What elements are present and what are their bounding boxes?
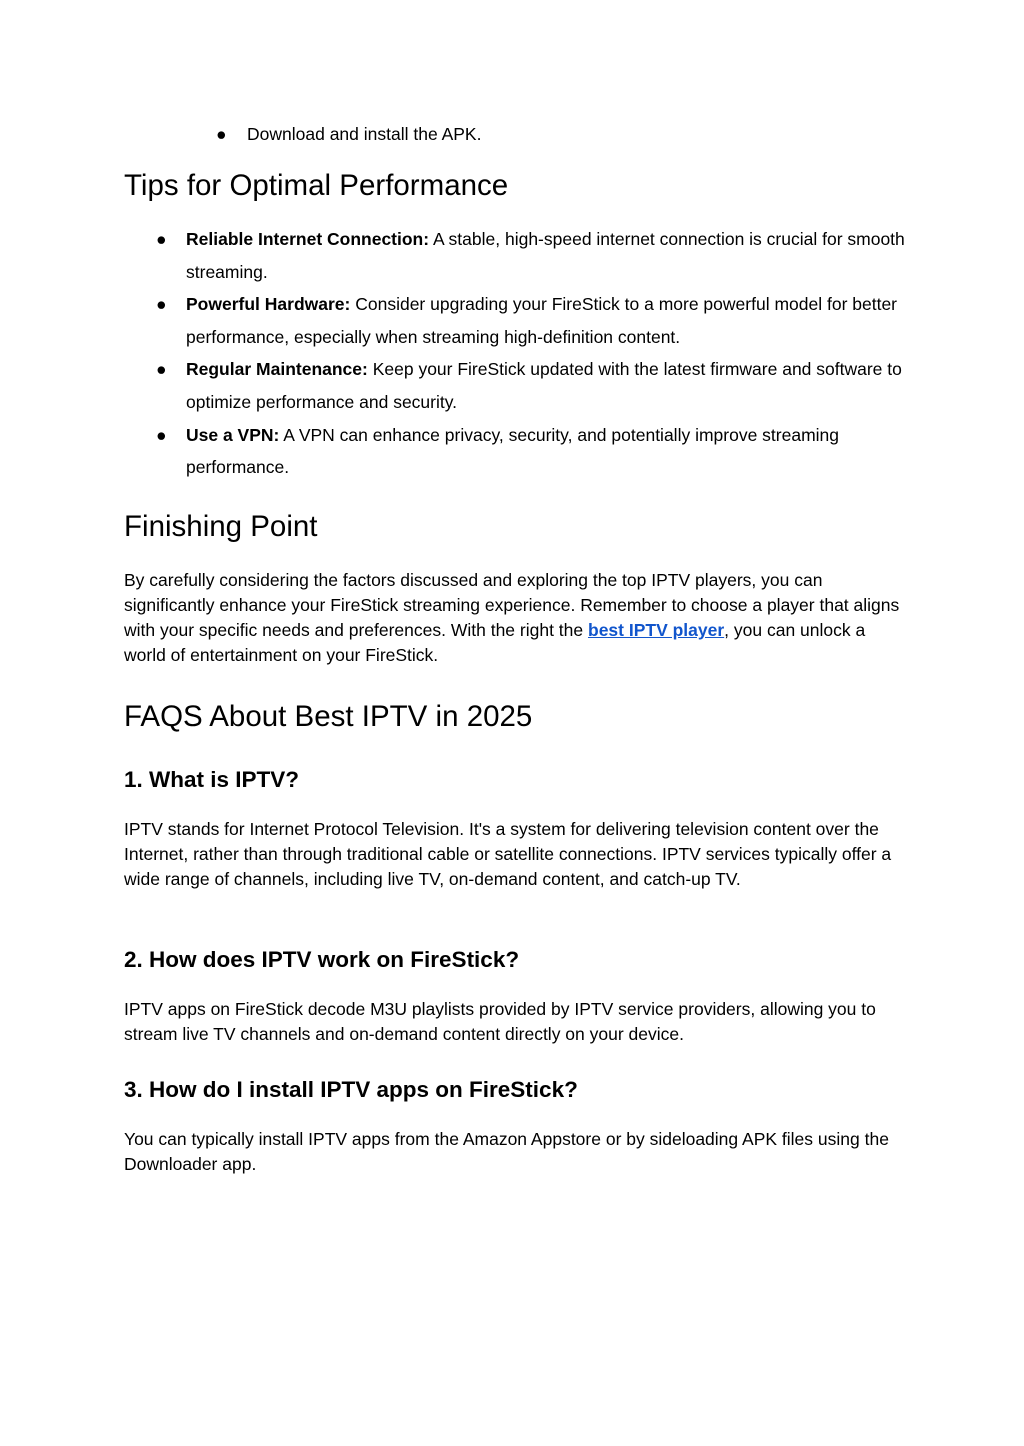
tip-label: Reliable Internet Connection:	[186, 229, 430, 249]
faq-question: 1. What is IPTV?	[124, 767, 300, 792]
list-item	[156, 223, 908, 288]
tip-text: Keep your FireStick updated with the latest firmware and software to optimize performance and security.	[186, 359, 902, 412]
tips-list	[156, 223, 908, 484]
faq-answer: IPTV apps on FireStick decode M3U playlists provided by IPTV service providers, allowing you to stream live TV channels and on-demand content directly on your device.	[124, 999, 876, 1044]
faq-answer: You can typically install IPTV apps from the Amazon Appstore or by sideloading APK files using the Downloader app.	[124, 1129, 889, 1174]
faq-question: 2. How does IPTV work on FireStick?	[124, 947, 520, 972]
list-item	[156, 288, 908, 353]
tip-text: A VPN can enhance privacy, security, and potentially improve streaming performance.	[186, 424, 840, 478]
finishing-text-before: By carefully considering the factors discussed and exploring the top IPTV players, you can significantly enhance your FireStick streaming experience. Remember to choose a player that aligns with your specific needs and preferences. With the right the	[124, 570, 900, 640]
list-item	[216, 121, 481, 147]
bullet-icon: ●	[156, 229, 167, 249]
list-item-text: Download and install the APK.	[247, 124, 482, 144]
bullet-icon: ●	[156, 359, 167, 380]
finishing-paragraph	[124, 568, 904, 668]
tip-label: Use a VPN:	[186, 424, 280, 445]
tip-label: Regular Maintenance:	[186, 359, 368, 380]
tip-text: Consider upgrading your FireStick to a more powerful model for better performance, especially when streaming high-definition content.	[186, 294, 898, 347]
list-item	[156, 419, 908, 484]
tip-label: Powerful Hardware:	[186, 294, 351, 315]
finishing-text-after: , you can unlock a world of entertainment on your FireStick.	[124, 620, 866, 665]
faqs-heading: FAQS About Best IPTV in 2025	[124, 700, 533, 733]
bullet-icon: ●	[156, 294, 167, 315]
faq-answer: IPTV stands for Internet Protocol Television. It's a system for delivering television content over the Internet, rather than through traditional cable or satellite connections. IPTV services typically offer a wide range of channels, including live TV, on-demand content, and catch-up TV.	[124, 819, 892, 889]
best-iptv-player-link[interactable]: best IPTV player	[588, 620, 725, 640]
list-item	[156, 353, 908, 418]
finishing-heading: Finishing Point	[124, 510, 318, 543]
bullet-icon: ●	[216, 124, 227, 144]
bullet-icon: ●	[156, 424, 167, 445]
tips-heading: Tips for Optimal Performance	[124, 169, 509, 202]
tip-text: A stable, high-speed internet connection is crucial for smooth streaming.	[186, 229, 905, 282]
faq-question: 3. How do I install IPTV apps on FireStick?	[124, 1077, 578, 1102]
